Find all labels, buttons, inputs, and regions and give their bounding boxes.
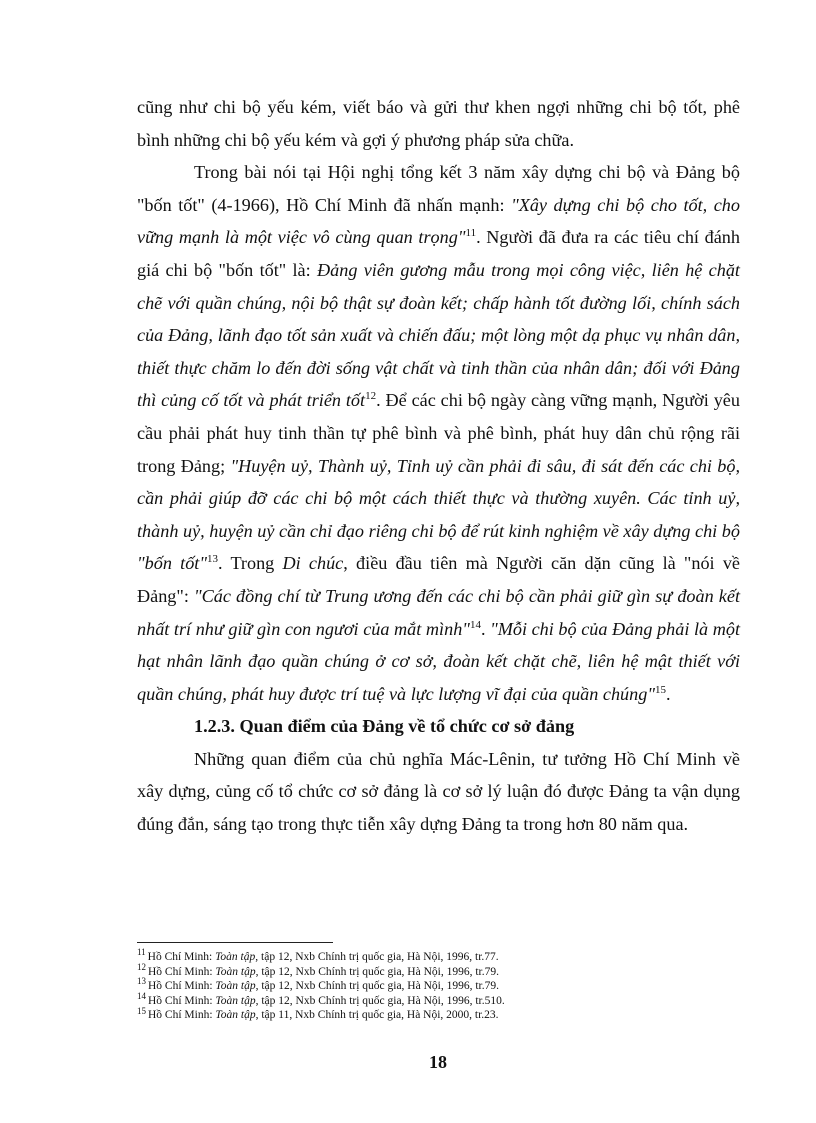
text-run: . — [665, 683, 671, 704]
paragraph-3-text: Những quan điểm của chủ nghĩa Mác-Lênin, tư tưởng Hồ Chí Minh về xây dựng, củng cố tổ chức cơ sở đảng là cơ sở lý luận đó được Đảng ta vận dụng đúng đắn, sáng tạo trong thực tiễn xây dựng Đảng ta trong hơn 80 năm qua. — [137, 748, 740, 835]
footnote-ref: 15 — [654, 683, 666, 696]
text-run: . Người đã đưa ra các tiêu chí đánh giá chi bộ "bốn tốt" là: — [137, 227, 740, 280]
footnote-work: Toàn tập — [215, 980, 256, 993]
footnote-item — [137, 990, 740, 1009]
footnote-author: Hồ Chí Minh: — [148, 994, 216, 1007]
footnote-work: Toàn tập — [215, 994, 256, 1007]
quote: Di chúc — [282, 553, 344, 574]
footnote-details: , tập 12, Nxb Chính trị quốc gia, Hà Nội, 1996, tr.510. — [255, 994, 505, 1007]
footnote-ref: 12 — [365, 390, 377, 403]
footnote-ref: 14 — [469, 618, 481, 631]
footnote-number: 15 — [137, 1005, 146, 1016]
text-run: Trong bài nói tại Hội nghị tổng kết 3 năm xây dựng chi bộ và Đảng bộ "bốn tốt" (4-1966), Hồ Chí Minh đã nhấn mạnh: — [137, 162, 740, 215]
footnote-item — [137, 976, 740, 994]
quote: "Xây dựng chi bộ cho tốt, cho vững mạnh là một việc vô cùng quan trọng" — [137, 194, 740, 248]
quote: Đảng viên gương mẫu trong mọi công việc, liên hệ chặt chẽ với quần chúng, nội bộ thật sự đoàn kết; chấp hành tốt đường lối, chính sách của Đảng, lãnh đạo tốt sản xuất và chiến đấu; một lòng một dạ phục vụ nhân dân, thiết thực chăm lo đến đời sống vật chất và tinh thần của nhân dân; đối với Đảng thì củng cố tốt và phát triển tốt — [137, 259, 740, 411]
footnote-item — [137, 1005, 740, 1023]
text-run: . — [480, 618, 491, 639]
quote: "Mỗi chi bộ của Đảng phải là một hạt nhân lãnh đạo quần chúng ở cơ sở, đoàn kết chặt chẽ, liên hệ mật thiết với quần chúng, phát huy được trí tuệ và lực lượng vĩ đại của quần chúng" — [137, 618, 740, 704]
paragraph-1-text: cũng như chi bộ yếu kém, viết báo và gửi thư khen ngợi những chi bộ tốt, phê bình những chi bộ yếu kém và gợi ý phương pháp sửa chữa. — [137, 97, 740, 150]
footnote-details: , tập 12, Nxb Chính trị quốc gia, Hà Nội, 1996, tr.77. — [255, 951, 499, 963]
footnote-author: Hồ Chí Minh: — [148, 1009, 216, 1022]
footnotes — [137, 947, 740, 1023]
footnote-number: 13 — [137, 976, 146, 987]
text-run: . Trong — [218, 553, 283, 574]
text-run: , điều đầu tiên mà Người căn dặn cũng là "nói về Đảng": — [137, 553, 740, 606]
section-heading: 1.2.3. Quan điểm của Đảng về tổ chức cơ sở đảng — [194, 716, 575, 737]
quote: "Huyện uỷ, Thành uỷ, Tỉnh uỷ cần phải đi sâu, đi sát đến các chi bộ, cần phải giúp đỡ các chi bộ một cách thiết thực và thường xuyên. Các tỉnh uỷ, thành uỷ, huyện uỷ cần chỉ đạo riêng chi bộ để rút kinh nghiệm về xây dựng chi bộ "bốn tốt" — [137, 455, 741, 574]
footnote-separator — [137, 942, 333, 943]
footnote-ref: 11 — [465, 227, 477, 240]
body-text — [137, 91, 740, 841]
footnote-author: Hồ Chí Minh: — [147, 951, 216, 963]
footnote-author: Hồ Chí Minh: — [148, 965, 216, 978]
footnote-author: Hồ Chí Minh: — [148, 980, 216, 993]
paragraph-continuation — [137, 91, 740, 156]
footnote-details: , tập 12, Nxb Chính trị quốc gia, Hà Nội, 1996, tr.79. — [255, 965, 499, 978]
footnote-details: , tập 12, Nxb Chính trị quốc gia, Hà Nội, 1996, tr.79. — [255, 980, 499, 993]
footnote-work: Toàn tập — [215, 965, 256, 978]
footnote-work: Toàn tập — [215, 1009, 256, 1022]
footnote-number: 12 — [137, 961, 146, 972]
footnote-ref: 13 — [207, 553, 218, 566]
paragraph-party-views — [137, 743, 740, 841]
footnote-details: , tập 11, Nxb Chính trị quốc gia, Hà Nội, 2000, tr.23. — [255, 1009, 499, 1022]
page-number: 18 — [429, 1052, 447, 1072]
footnote-item — [137, 961, 740, 980]
quote: "Các đồng chí từ Trung ương đến các chi bộ cần phải giữ gìn sự đoàn kết nhất trí như giữ gìn con ngươi của mắt mình" — [137, 585, 741, 639]
footnote-item — [137, 947, 740, 965]
paragraph-ho-chi-minh-speech — [137, 156, 740, 710]
text-run: . Để các chi bộ ngày càng vững mạnh, Người yêu cầu phải phát huy tinh thần tự phê bình và phê bình, phát huy dân chủ rộng rãi trong Đảng; — [137, 390, 740, 476]
footnote-work: Toàn tập — [215, 951, 256, 963]
footnote-number: 11 — [137, 947, 146, 958]
footnote-number: 14 — [137, 990, 146, 1001]
